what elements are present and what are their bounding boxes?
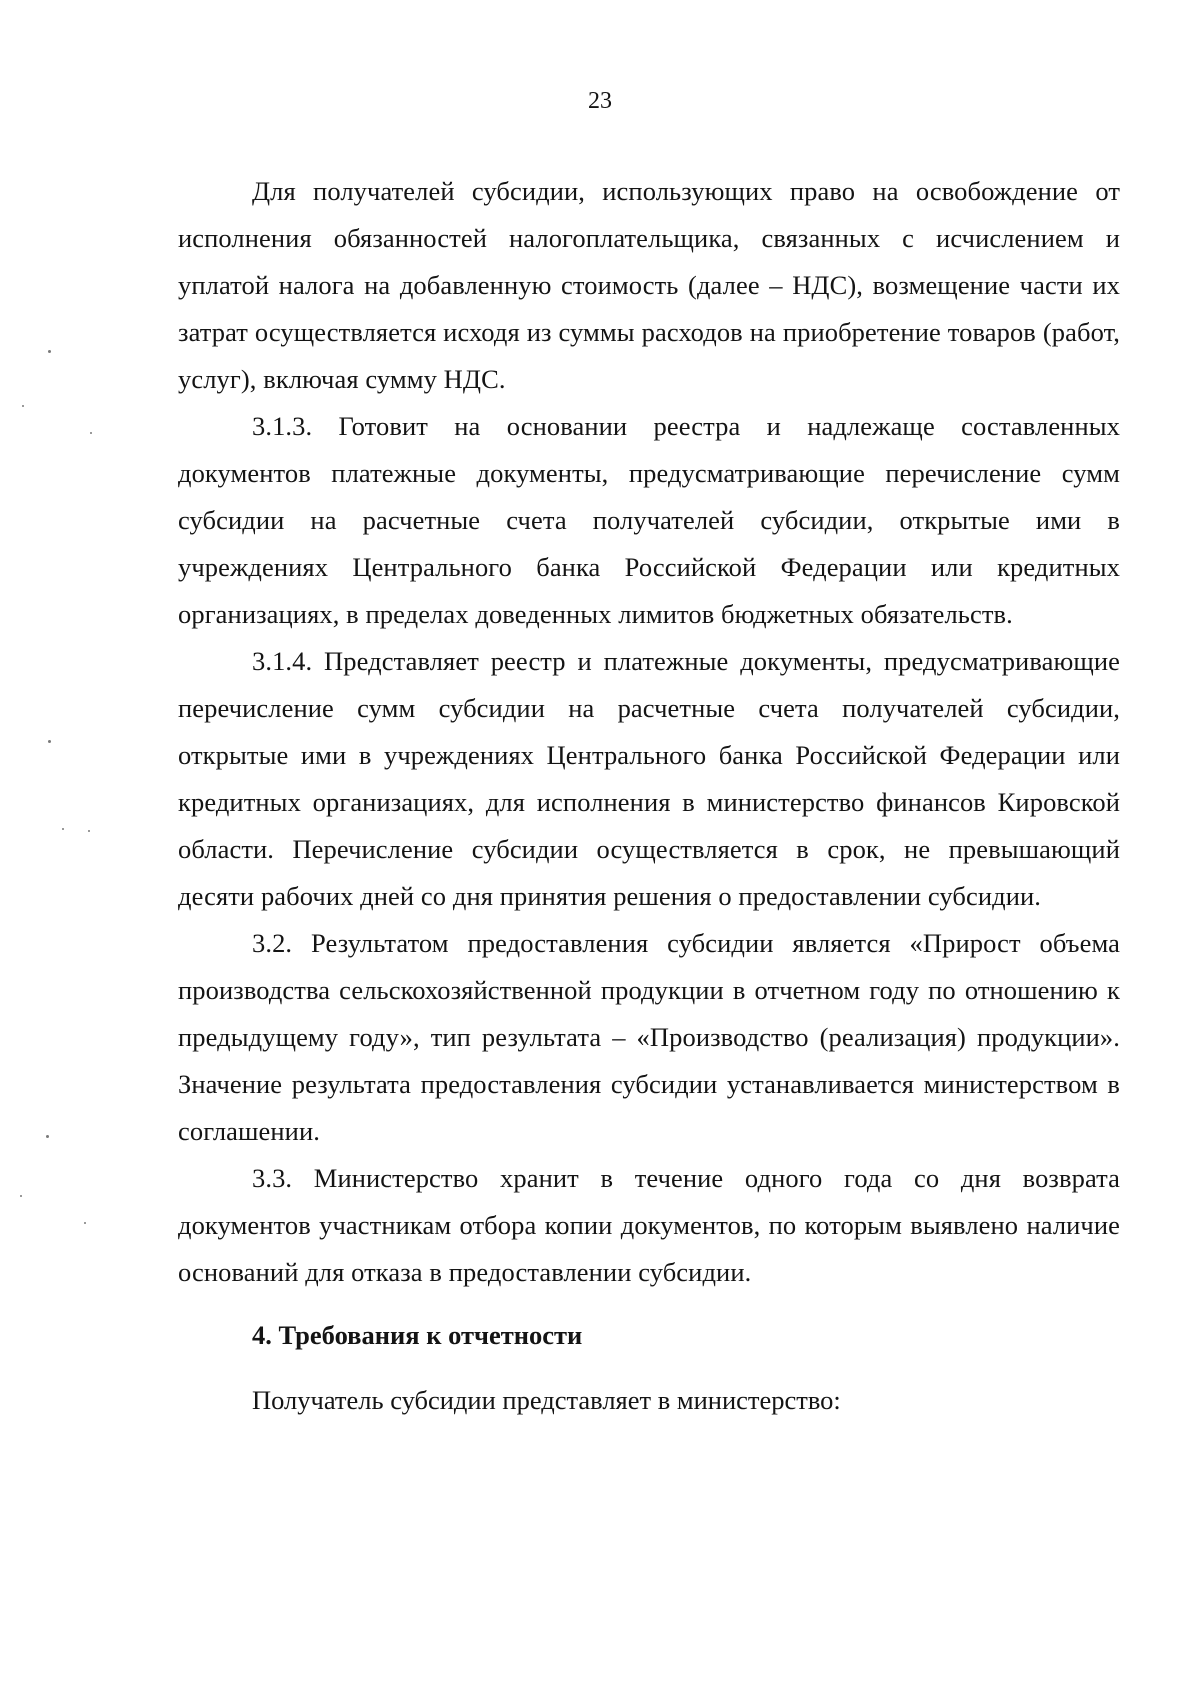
scan-speck [88, 830, 90, 832]
section-heading: 4. Требования к отчетности [252, 1320, 583, 1350]
document-body [178, 168, 1120, 1424]
scan-speck [62, 828, 64, 830]
paragraph-3-3: 3.3. Министерство хранит в течение одного года со дня возврата документов участникам отбора копии документов, по которым выявлено наличие оснований для отказа в предоставлении субсидии. [178, 1163, 1120, 1287]
paragraph-3-2: 3.2. Результатом предоставления субсидии является «Прирост объема производства сельскохозяйственной продукции в отчетном году по отношению к предыдущему году», тип результата – «Производство (реализация) продукции». Значение результата предоставления субсидии устанавливается министерством в соглашении. [178, 928, 1120, 1146]
paragraph-3-1-4: 3.1.4. Представляет реестр и платежные документы, предусматривающие перечисление сумм субсидии на расчетные счета получателей субсидии, открытые ими в учреждениях Центрального банка Российской Федерации или кредитных организациях, для исполнения в министерство финансов Кировской области. Перечисление субсидии осуществляется в срок, не превышающий десяти рабочих дней со дня принятия решения о предоставлении субсидии. [178, 646, 1120, 911]
scan-speck [90, 432, 92, 434]
scan-speck [22, 405, 24, 407]
paragraph-3-1-3: 3.1.3. Готовит на основании реестра и надлежаще составленных документов платежные документы, предусматривающие перечисление сумм субсидии на расчетные счета получателей субсидии, открытые ими в учреждениях Центрального банка Российской Федерации или кредитных организациях, в пределах доведенных лимитов бюджетных обязательств. [178, 411, 1120, 629]
scan-speck [46, 1135, 49, 1138]
page-number: 23 [588, 88, 612, 114]
scan-speck [48, 350, 51, 353]
section-lead-text: Получатель субсидии представляет в министерство: [252, 1385, 841, 1415]
paragraph-vat-recipients: Для получателей субсидии, использующих право на освобождение от исполнения обязанностей налогоплательщика, связанных с исчислением и уплатой налога на добавленную стоимость (далее – НДС), возмещение части их затрат осуществляется исходя из суммы расходов на приобретение товаров (работ, услуг), включая сумму НДС. [178, 176, 1120, 394]
scan-speck [20, 1195, 22, 1197]
scan-speck [84, 1222, 86, 1224]
scan-speck [48, 740, 51, 743]
